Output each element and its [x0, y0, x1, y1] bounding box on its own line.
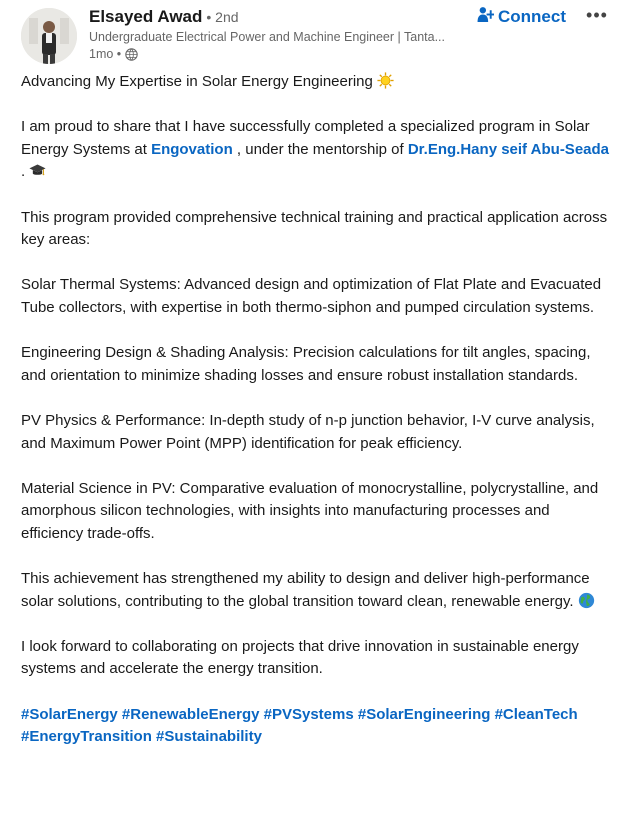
- post-paragraph-2: This program provided comprehensive technical training and practical application across key areas:: [21, 208, 608, 249]
- p1-text-middle: , under the mentorship of: [232, 140, 408, 158]
- add-person-icon: [477, 6, 494, 28]
- hashtag-list: [21, 704, 615, 749]
- p1-text-before: I am proud to share that I have successfully completed a specialized program in Solar Energy Systems at: [21, 118, 590, 158]
- post-paragraph-5: PV Physics & Performance: In-depth study of n-p junction behavior, I-V curve analysis, and Maximum Power Point (MPP) identification for peak efficiency.: [21, 411, 595, 452]
- hashtag-link[interactable]: #Sustainability: [156, 728, 262, 746]
- post-meta: [89, 47, 138, 61]
- avatar[interactable]: [21, 8, 77, 64]
- post-paragraph-4: Engineering Design & Shading Analysis: Precision calculations for tilt angles, spacing, and orientation to minimize shading losses and ensure robust installation standards.: [21, 344, 591, 384]
- hashtag-link[interactable]: #RenewableEnergy: [121, 705, 260, 723]
- more-options-button[interactable]: •••: [586, 4, 608, 25]
- globe-icon: [125, 48, 138, 61]
- post-paragraph-6: Material Science in PV: Comparative evaluation of monocrystalline, polycrystalline, and amorphous silicon technologies, with insights into manufacturing processes and efficiency trade-offs.: [21, 479, 599, 542]
- connect-button[interactable]: [477, 6, 566, 28]
- author-headline: Undergraduate Electrical Power and Machine Engineer | Tanta...: [89, 30, 445, 44]
- author-name-text[interactable]: Elsayed Awad: [89, 7, 203, 26]
- hashtag-link[interactable]: #PVSystems: [263, 705, 354, 723]
- post-paragraph-8: I look forward to collaborating on projects that drive innovation in sustainable energy systems and accelerate the energy transition.: [21, 637, 579, 678]
- post-body: [21, 71, 615, 771]
- p7-text: This achievement has strengthened my ability to design and deliver high-performance solar solutions, contributing to the global transition toward clean, renewable energy.: [21, 570, 590, 610]
- hashtag-link[interactable]: #SolarEnergy: [21, 705, 118, 723]
- post-header: [0, 0, 621, 70]
- hashtag-link[interactable]: #SolarEngineering: [357, 705, 491, 723]
- hashtag-link[interactable]: #EnergyTransition: [21, 728, 152, 746]
- globe-emoji-icon: [578, 592, 595, 609]
- post-time: 1mo •: [89, 47, 122, 61]
- mention-engovation[interactable]: Engovation: [151, 140, 233, 158]
- mention-mentor[interactable]: Dr.Eng.Hany seif Abu-Seada: [407, 140, 610, 158]
- graduation-cap-emoji-icon: [29, 162, 46, 179]
- author-name[interactable]: [89, 7, 239, 27]
- sun-emoji-icon: [377, 72, 394, 89]
- connect-label[interactable]: Connect: [498, 7, 566, 26]
- post-title: [21, 71, 615, 94]
- p1-text-after: .: [21, 163, 30, 181]
- post-title-text: Advancing My Expertise in Solar Energy Engineering: [21, 73, 373, 90]
- connection-degree: • 2nd: [206, 9, 239, 25]
- post-paragraph-3: Solar Thermal Systems: Advanced design and optimization of Flat Plate and Evacuated Tube collectors, with expertise in both thermo-siphon and pumped circulation systems.: [21, 276, 602, 316]
- hashtag-link[interactable]: #CleanTech: [494, 705, 578, 723]
- post-paragraph-7: [21, 568, 615, 613]
- post-paragraph-1: [21, 116, 615, 184]
